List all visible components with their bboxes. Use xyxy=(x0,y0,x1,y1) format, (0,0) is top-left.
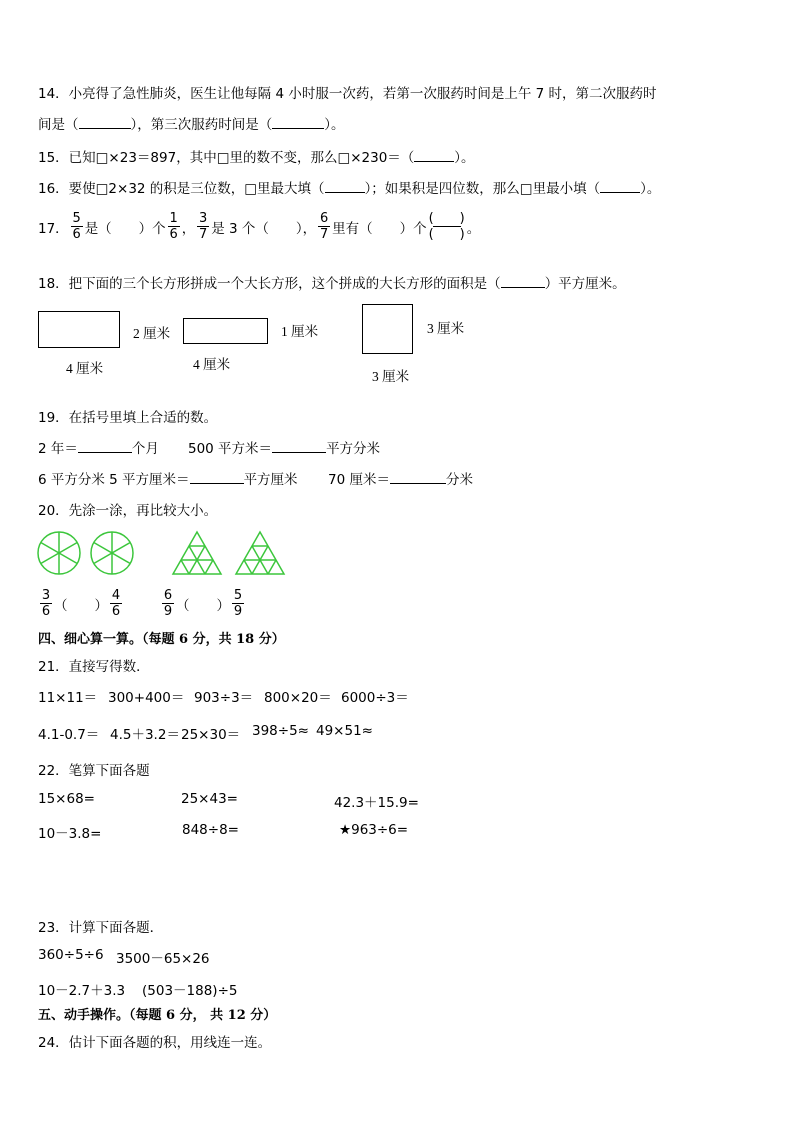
q23-item: (503－188)÷5 xyxy=(142,983,238,999)
q22-item: 42.3＋15.9= xyxy=(334,795,419,811)
question-20-title: 20．先涂一涂，再比较大小。 xyxy=(38,503,218,519)
answer-blank[interactable] xyxy=(390,469,446,484)
q21-item: 25×30＝ xyxy=(181,727,241,743)
answer-blank[interactable] xyxy=(501,273,545,288)
q21-item: 4.1-0.7＝ xyxy=(38,727,100,743)
q22-item: 15×68= xyxy=(38,791,95,807)
answer-blank[interactable] xyxy=(272,114,324,129)
q22-item: ★963÷6= xyxy=(339,822,409,838)
fraction: $\frac{5}{9}$ xyxy=(233,588,243,619)
q21-item: 6000÷3＝ xyxy=(341,690,409,706)
answer-blank[interactable] xyxy=(78,438,132,453)
q16-text-c: ）。 xyxy=(640,181,661,197)
question-19-line1b: 500 平方米＝ 平方分米 xyxy=(188,437,380,457)
circle-sixths-2[interactable] xyxy=(91,532,133,574)
q17-text-5: 。 xyxy=(466,220,481,237)
fraction: $\frac{4}{6}$ xyxy=(111,588,121,619)
fraction: $\frac{5}{6}$ xyxy=(72,211,81,242)
triangle-ninths-1[interactable] xyxy=(173,532,221,574)
question-19-title: 19．在括号里填上合适的数。 xyxy=(38,410,218,426)
answer-blank[interactable] xyxy=(325,178,365,193)
q15-text-b: ）。 xyxy=(454,150,475,166)
answer-blank[interactable] xyxy=(272,438,326,453)
q14-text-a: 间是（ xyxy=(38,117,79,133)
rectangle-2-height-label: 1 厘米 xyxy=(281,324,319,339)
q21-item: 398÷5≈ xyxy=(252,723,309,739)
q14-text-c: ）。 xyxy=(324,117,345,133)
question-17 xyxy=(38,211,480,242)
answer-blank[interactable] xyxy=(600,178,640,193)
compare-blank[interactable]: （ ） xyxy=(54,597,108,614)
question-24-title: 24．估计下面各题的积，用线连一连。 xyxy=(38,1035,272,1051)
compare-blank[interactable]: （ ） xyxy=(176,597,230,614)
q21-item: 300+400＝ xyxy=(108,690,185,706)
rectangle-1-height-label: 2 厘米 xyxy=(133,326,171,341)
question-14-line1: 14．小亮得了急性肺炎，医生让他每隔 4 小时服一次药，若第一次服药时间是上午 7 时，第二次服药时 xyxy=(38,86,657,102)
question-22-title: 22．笔算下面各题 xyxy=(38,763,150,779)
circle-sixths-1[interactable] xyxy=(38,532,80,574)
fraction: $\frac{6}{7}$ xyxy=(319,211,329,242)
q21-item: 4.5＋3.2＝ xyxy=(110,727,180,743)
fraction: $\frac{1}{6}$ xyxy=(169,211,178,242)
triangle-ninths-2[interactable] xyxy=(236,532,284,574)
answer-blank[interactable] xyxy=(79,114,131,129)
q21-item: 800×20＝ xyxy=(264,690,332,706)
rectangle-1 xyxy=(38,311,120,348)
q21-item: 11×11＝ xyxy=(38,690,98,706)
square-3-width-label: 3 厘米 xyxy=(372,369,410,384)
q15-text-a: 15．已知□×23＝897，其中□里的数不变，那么□×230＝（ xyxy=(38,150,415,166)
question-19-line2: 6 平方分米 5 平方厘米＝ 平方厘米 xyxy=(38,468,298,488)
q18-text-b: ）平方厘米。 xyxy=(544,276,626,292)
question-16 xyxy=(38,177,660,197)
question-15 xyxy=(38,146,475,166)
question-19-line1: 2 年＝ 个月 xyxy=(38,437,159,457)
question-20-compare xyxy=(38,588,246,619)
q16-text-b: ）；如果积是四位数，那么□里最小填（ xyxy=(364,181,601,197)
answer-blank[interactable] xyxy=(190,469,244,484)
square-3-height-label: 3 厘米 xyxy=(427,321,465,336)
rectangle-2-width-label: 4 厘米 xyxy=(193,357,231,372)
q23-item: 10－2.7＋3.3 xyxy=(38,983,126,999)
q14-text-b: ），第三次服药时间是（ xyxy=(130,117,273,133)
answer-blank[interactable] xyxy=(414,147,454,162)
q22-item: 25×43= xyxy=(181,791,238,807)
fraction: $\frac{3}{7}$ xyxy=(199,211,208,242)
fraction: $\frac{3}{6}$ xyxy=(41,588,51,619)
question-14-line2 xyxy=(38,113,345,133)
question-18 xyxy=(38,272,626,292)
rectangle-1-width-label: 4 厘米 xyxy=(66,361,104,376)
q17-text-1: 是（ ）个 xyxy=(84,220,166,237)
q21-item: 49×51≈ xyxy=(316,723,373,739)
question-23-title: 23．计算下面各题． xyxy=(38,920,164,936)
fraction: $\frac{6}{9}$ xyxy=(163,588,173,619)
q23-item: 360÷5÷6 xyxy=(38,947,104,963)
rectangle-2 xyxy=(183,318,268,344)
q17-text-2: ， xyxy=(181,220,196,237)
q22-item: 10－3.8= xyxy=(38,826,102,842)
q23-item: 3500－65×26 xyxy=(116,951,210,967)
fraction-blank[interactable]: $\frac{( )}{( )}$ xyxy=(428,211,465,242)
fraction-shapes xyxy=(36,530,296,580)
q16-text-a: 16．要使□2×32 的积是三位数，□里最大填（ xyxy=(38,181,325,197)
question-21-title: 21．直接写得数． xyxy=(38,659,150,675)
q18-text-a: 18．把下面的三个长方形拼成一个大长方形，这个拼成的大长方形的面积是（ xyxy=(38,276,501,292)
section-5-heading: 五、动手操作。（每题 6 分， 共 12 分） xyxy=(38,1008,277,1023)
q21-item: 903÷3＝ xyxy=(194,690,254,706)
q17-text-3: 是 3 个（ ）， xyxy=(211,220,317,237)
section-4-heading: 四、细心算一算。（每题 6 分，共 18 分） xyxy=(38,632,285,647)
question-19-line2b: 70 厘米＝ 分米 xyxy=(328,468,473,488)
q17-prefix: 17． xyxy=(38,220,69,237)
q22-item: 848÷8= xyxy=(182,822,239,838)
square-3 xyxy=(362,304,413,354)
q17-text-4: 里有（ ）个 xyxy=(332,220,427,237)
